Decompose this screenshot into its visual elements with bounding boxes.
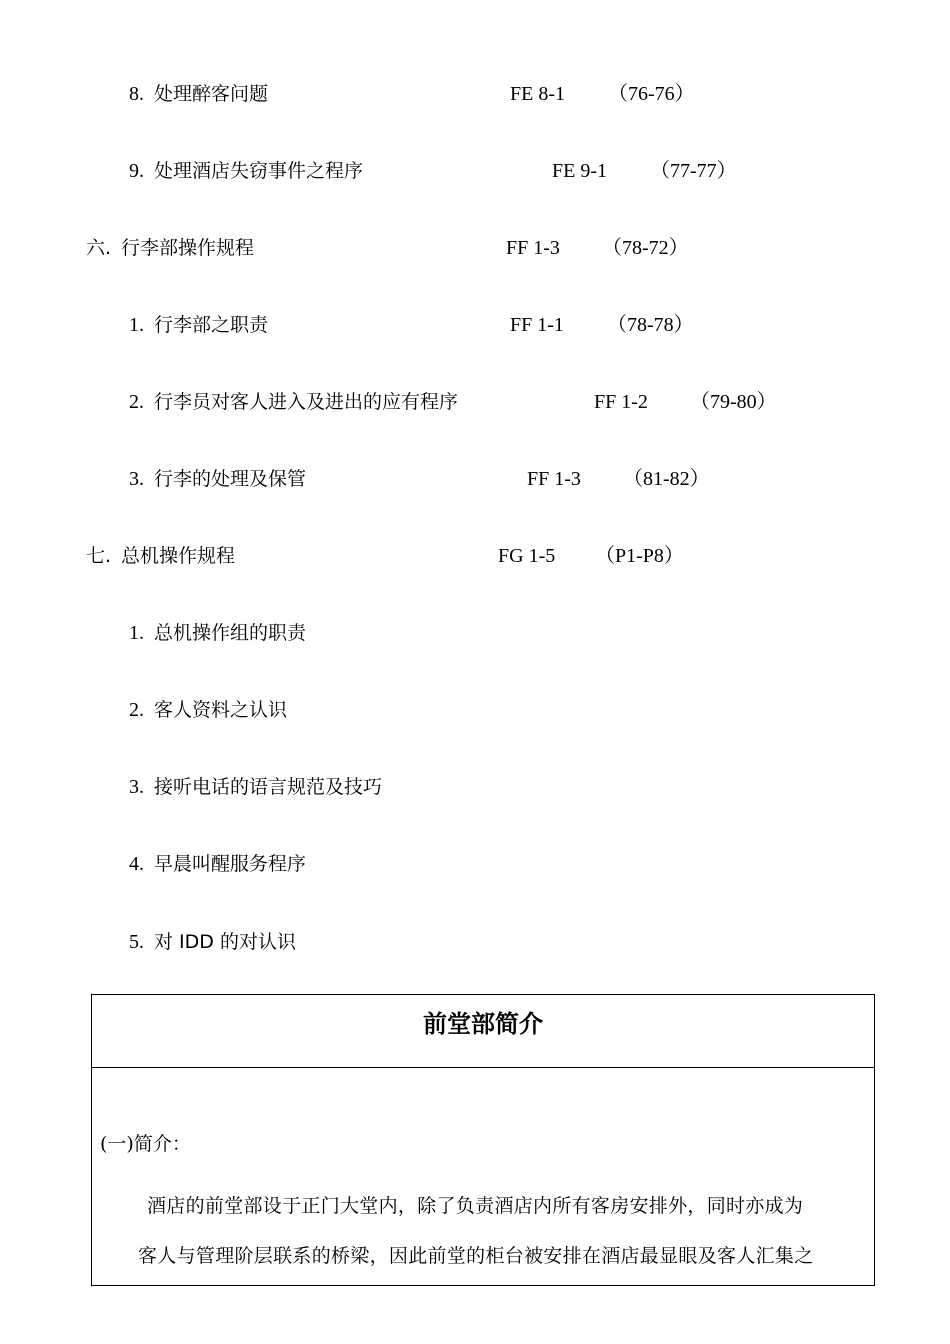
toc-entry [129, 849, 306, 879]
toc-number: 1. [129, 622, 144, 644]
toc-code: FF 1-3 [527, 468, 581, 490]
toc-number: 2. [129, 391, 144, 413]
toc-number: 5. [129, 931, 144, 953]
toc-code: FF 1-1 [510, 314, 564, 336]
toc-number: 3. [129, 468, 144, 490]
toc-code: FE 8-1 [510, 83, 565, 105]
paragraph-line: 酒店的前堂部设于正门大堂内，除了负责酒店内所有客房安排外，同时亦成为 [147, 1195, 804, 1217]
toc-entry [129, 79, 695, 109]
toc-code: FF 1-3 [506, 237, 560, 259]
toc-pages: （78-72） [602, 237, 689, 259]
toc-title: 客人资料之认识 [154, 699, 288, 721]
toc-number: 六. [86, 237, 112, 259]
toc-entry [129, 927, 296, 957]
toc-title: 总机操作组的职责 [154, 622, 307, 644]
toc-number: 2. [129, 699, 144, 721]
toc-code: FG 1-5 [498, 545, 556, 567]
toc-entry [86, 233, 689, 263]
toc-title: 行李的处理及保管 [154, 468, 307, 490]
section-box [91, 994, 875, 1286]
toc-entry [129, 156, 737, 186]
toc-entry [129, 772, 382, 802]
intro-heading: (一)简介： [100, 1133, 191, 1155]
section-title: 前堂部简介 [92, 995, 874, 1068]
toc-pages: （79-80） [690, 391, 777, 413]
toc-title: 行李员对客人进入及进出的应有程序 [154, 391, 459, 413]
toc-pages: （76-76） [608, 83, 695, 105]
toc-entry [129, 618, 306, 648]
toc-title: 行李部之职责 [154, 314, 269, 336]
toc-title: 处理醉客问题 [154, 83, 269, 105]
toc-number: 1. [129, 314, 144, 336]
toc-number: 4. [129, 853, 144, 875]
toc-code: FE 9-1 [552, 160, 607, 182]
toc-entry [129, 310, 694, 340]
toc-entry [86, 541, 684, 571]
toc-entry [129, 387, 777, 417]
toc-title: 行李部操作规程 [121, 237, 255, 259]
toc-number: 9. [129, 160, 144, 182]
toc-entry [129, 464, 710, 494]
toc-title: 早晨叫醒服务程序 [154, 853, 307, 875]
toc-entry [129, 695, 287, 725]
toc-pages: （77-77） [650, 160, 737, 182]
toc-title: 对 IDD 的对认识 [154, 931, 296, 953]
toc-number: 8. [129, 83, 144, 105]
toc-code: FF 1-2 [594, 391, 648, 413]
toc-pages: （81-82） [623, 468, 710, 490]
toc-number: 七. [86, 545, 112, 567]
paragraph-line: 客人与管理阶层联系的桥梁，因此前堂的柜台被安排在酒店最显眼及客人汇集之 [138, 1245, 814, 1267]
toc-pages: （P1-P8） [595, 545, 684, 567]
toc-title: 总机操作规程 [121, 545, 236, 567]
toc-pages: （78-78） [607, 314, 694, 336]
toc-title: 处理酒店失窃事件之程序 [154, 160, 364, 182]
toc-title: 接听电话的语言规范及技巧 [154, 776, 383, 798]
toc-number: 3. [129, 776, 144, 798]
